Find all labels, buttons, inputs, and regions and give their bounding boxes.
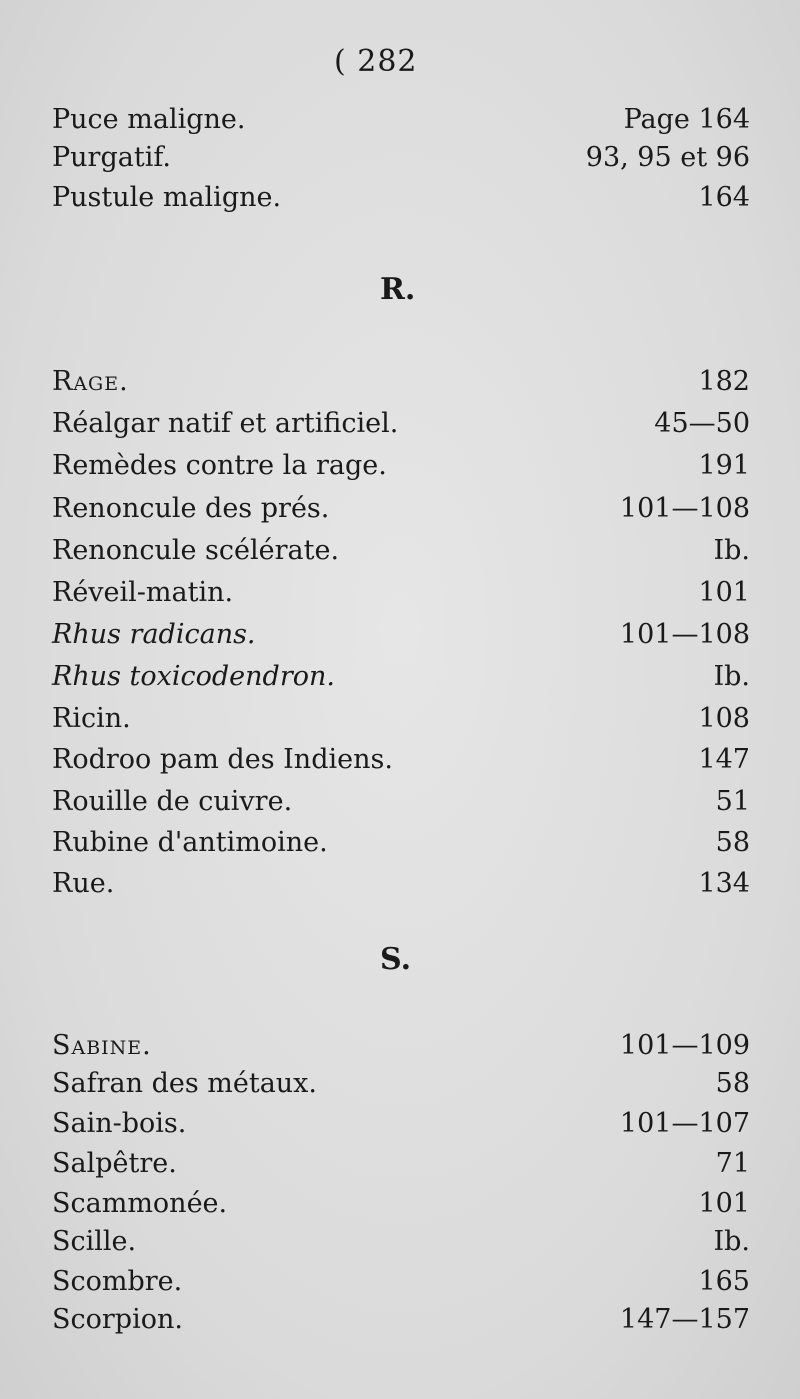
section-heading-r: R. [380,272,416,307]
index-entry [52,138,750,178]
entry-term: Renoncule des prés. [52,493,330,524]
entry-page-ref: 164 [698,182,750,213]
index-entry [52,782,750,822]
entry-term: Scammonée. [52,1188,228,1219]
entry-page-ref: 147 [698,744,750,775]
entry-page-ref: 182 [698,366,750,397]
entry-term: Salpêtre. [52,1148,177,1179]
entry-page-ref: 191 [698,450,750,481]
page-number: ( 282 [334,44,418,79]
entry-term: Sain-bois. [52,1108,187,1139]
entry-term: Rodroo pam des Indiens. [52,744,393,775]
index-entry [52,573,750,613]
entry-term: Scille. [52,1226,137,1257]
entry-page-ref: Page 164 [623,104,750,135]
index-entry [52,100,750,140]
entry-term: Rhus radicans. [52,619,256,650]
entry-page-ref: 45—50 [654,408,750,439]
entry-page-ref: 101 [698,577,750,608]
entry-page-ref: 58 [715,827,750,858]
index-entry [52,446,750,486]
index-entry [52,1144,750,1184]
entry-page-ref: Ib. [713,535,750,566]
index-entry [52,1104,750,1144]
entry-term: Renoncule scélérate. [52,535,340,566]
entry-page-ref: Ib. [713,661,750,692]
entry-term: Rouille de cuivre. [52,786,293,817]
index-entry [52,404,750,444]
index-entry [52,1262,750,1302]
entry-term: Remèdes contre la rage. [52,450,387,481]
entry-page-ref: 93, 95 et 96 [585,142,750,173]
section-heading-s: S. [380,942,412,977]
index-entry [52,699,750,739]
entry-term: Réalgar natif et artificiel. [52,408,399,439]
entry-term: Rage. [52,366,129,397]
entry-term: Sabine. [52,1030,152,1061]
entry-term: Rhus toxicodendron. [52,661,335,692]
entry-term: Rue. [52,868,115,899]
entry-page-ref: 101 [698,1188,750,1219]
index-entry [52,864,750,904]
index-entry [52,489,750,529]
entry-term: Purgatif. [52,142,171,173]
entry-term: Scorpion. [52,1304,183,1335]
index-entry [52,1184,750,1224]
entry-term: Scombre. [52,1266,183,1297]
entry-term: Rubine d'antimoine. [52,827,328,858]
index-entry [52,657,750,697]
index-entry [52,1300,750,1340]
index-entry [52,740,750,780]
entry-term: Pustule maligne. [52,182,282,213]
index-entry [52,1026,750,1066]
entry-term: Réveil-matin. [52,577,234,608]
entry-page-ref: 165 [698,1266,750,1297]
entry-page-ref: 51 [715,786,750,817]
index-entry [52,1222,750,1262]
entry-page-ref: 101—108 [619,493,750,524]
entry-page-ref: Ib. [713,1226,750,1257]
entry-page-ref: 101—109 [619,1030,750,1061]
index-entry [52,362,750,402]
entry-term: Ricin. [52,703,131,734]
index-entry [52,615,750,655]
index-entry [52,823,750,863]
entry-page-ref: 58 [715,1068,750,1099]
entry-page-ref: 147—157 [619,1304,750,1335]
index-entry [52,1064,750,1104]
entry-page-ref: 71 [715,1148,750,1179]
entry-term: Safran des métaux. [52,1068,317,1099]
entry-page-ref: 134 [698,868,750,899]
entry-page-ref: 101—107 [619,1108,750,1139]
index-entry [52,178,750,218]
entry-page-ref: 108 [698,703,750,734]
index-entry [52,531,750,571]
entry-term: Puce maligne. [52,104,246,135]
entry-page-ref: 101—108 [619,619,750,650]
